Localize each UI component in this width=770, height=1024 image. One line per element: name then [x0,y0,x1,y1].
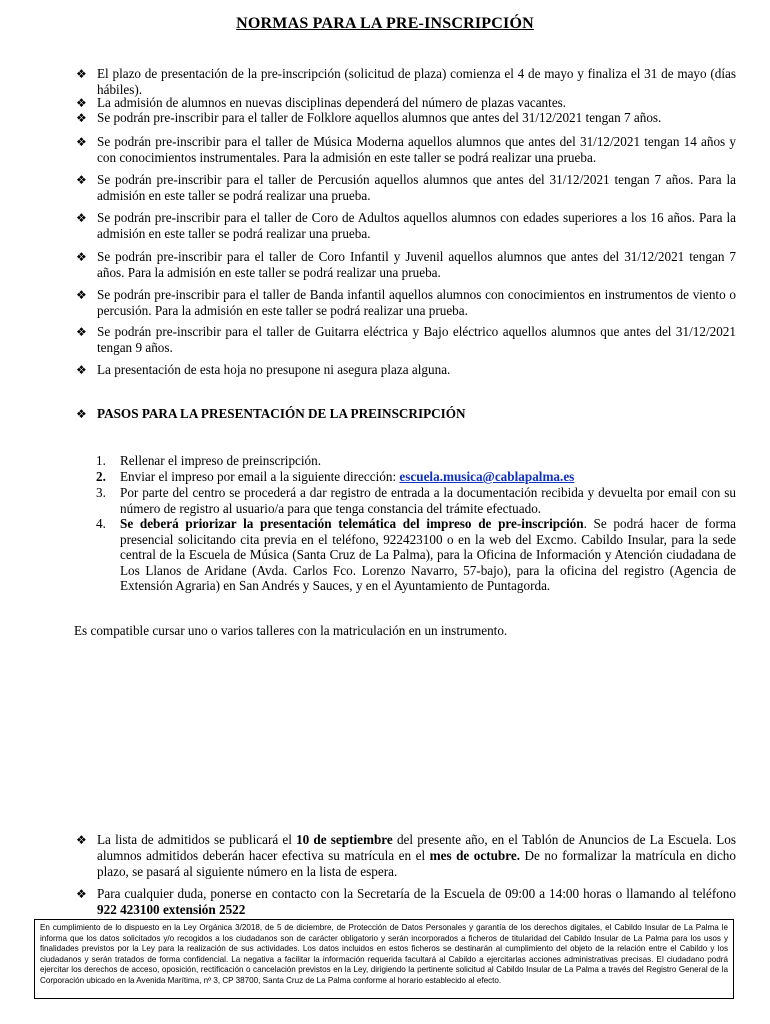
step-text [96,516,736,594]
data-protection-footer: En cumplimiento de lo dispuesto en la Ley Orgánica 3/2018, de 5 de diciembre, de Protección de Datos Personales y garantía de los derechos digitales, el Cabildo Insular de La Palma le informa que los datos solicitados y/o recogidos a los ciudadanos son de carácter obligatorio y serán incorporados a ficheros de titularidad del Cabildo Insular de La Palma para los usos y finalidades previstos por la Ley para la realización de sus actividades. Los datos incluidos en estos ficheros se destinarán al cumplimiento del objeto de la relación entre el Cabildo y los ciudadanos y serán tratados de forma confidencial. La negativa a facilitar la información requerida facultará al Cabildo a ejercitarlas acciones administrativas precisas. El ciudadano podrá ejercitar los derechos de acceso, oposición, rectificación o cancelación previstos en la Ley, dirigiendo la pertinente solicitud al Cabildo Insular de La Palma a través del Registro General de la Corporación ubicado en la Avenida Marítima, nº 3, CP 38700, Santa Cruz de La Palma conforme al horario establecido al efecto. [34,919,734,999]
rule-text: El plazo de presentación de la pre-inscripción (solicitud de plaza) comienza el 4 de mayo y finaliza el 31 de mayo (días hábiles). [97,66,736,97]
contact-phone: 922 423100 extensión 2522 [97,902,246,917]
contact-text-a: Para cualquier duda, ponerse en contacto con la Secretaría de la Escuela de 09:00 a 14:00 horas o llamando al teléfono [97,886,736,901]
rule-text: Se podrán pre-inscribir para el taller de Banda infantil aquellos alumnos con conocimientos en instrumentos de viento o percusión. Para la admisión en este taller se podrá realizar una prueba. [97,287,736,318]
diamond-bullet-icon: ❖ [76,833,87,847]
diamond-bullet-icon: ❖ [76,211,87,225]
steps-heading [76,406,466,422]
step-text-prefix: Enviar el impreso por email a la siguiente dirección: [120,469,400,484]
email-link[interactable]: escuela.musica@cablapalma.es [399,469,575,484]
diamond-bullet-icon: ❖ [76,363,87,377]
compatible-note: Es compatible cursar uno o varios talleres con la matriculación en un instrumento. [74,623,508,638]
rule-text: Se podrán pre-inscribir para el taller de Música Moderna aquellos alumnos que antes del 31/12/2021 tengan 14 años y con conocimientos instrumentales. Para la admisión en este taller se podrá realizar una prueba. [97,134,736,165]
step-number: 1. [96,453,106,468]
rule-item [76,172,736,204]
admitted-text-c: del presente año, en el Tablón de Anuncios de La Escuela. Los alumnos admitidos deberán hacer efectiva su matrícula en el [97,832,736,863]
contact-item [76,886,736,918]
rule-item [76,287,736,319]
rule-item [76,249,736,281]
diamond-bullet-icon: ❖ [76,67,87,81]
rule-item [76,362,736,378]
diamond-bullet-icon: ❖ [76,325,87,339]
rule-text: Se podrán pre-inscribir para el taller de Percusión aquellos alumnos que antes del 31/12/2021 tengan 7 años. Para la admisión en este taller se podrá realizar una prueba. [97,172,736,203]
rule-text: Se podrán pre-inscribir para el taller de Coro Infantil y Juvenil aquellos alumnos que antes del 31/12/2021 tengan 7 años. Para la admisión en este taller se podrá realizar una prueba. [97,249,736,280]
step-item [96,469,736,485]
diamond-bullet-icon: ❖ [76,111,87,125]
rule-item [76,324,736,356]
rule-text: Se podrán pre-inscribir para el taller de Folklore aquellos alumnos que antes del 31/12/2021 tengan 7 años. [97,110,662,125]
diamond-bullet-icon: ❖ [76,96,87,110]
step-item [96,516,736,594]
rule-item [76,110,736,126]
step-text [96,469,736,485]
rule-item [76,66,736,98]
rule-item [76,134,736,166]
step-text: Por parte del centro se procederá a dar registro de entrada a la documentación recibida y devuelta por email con su número de registro al usuario/a para que tenga constancia del trámite efectuado. [120,485,736,516]
diamond-bullet-icon: ❖ [76,135,87,149]
diamond-bullet-icon: ❖ [76,407,87,421]
diamond-bullet-icon: ❖ [76,288,87,302]
step-item [96,453,736,469]
contact-text [76,886,736,918]
diamond-bullet-icon: ❖ [76,887,87,901]
rule-text: Se podrán pre-inscribir para el taller de Guitarra eléctrica y Bajo eléctrico aquellos alumnos que antes del 31/12/2021 tengan 9 años. [97,324,736,355]
admitted-month: mes de octubre. [429,848,521,863]
steps-heading-text: PASOS PARA LA PRESENTACIÓN DE LA PREINSCRIPCIÓN [97,406,466,421]
rule-text: Se podrán pre-inscribir para el taller de Coro de Adultos aquellos alumnos con edades superiores a los 16 años. Para la admisión en este taller se podrá realizar una prueba. [97,210,736,241]
step-item [96,485,736,516]
diamond-bullet-icon: ❖ [76,173,87,187]
admitted-date: 10 de septiembre [296,832,393,847]
step-number: 4. [96,516,106,531]
step-text: Rellenar el impreso de preinscripción. [120,453,322,468]
rule-item [76,210,736,242]
rule-text: La presentación de esta hoja no presupone ni asegura plaza alguna. [97,362,451,377]
rule-text: La admisión de alumnos en nuevas disciplinas dependerá del número de plazas vacantes. [97,95,567,110]
admitted-text [76,832,736,880]
diamond-bullet-icon: ❖ [76,250,87,264]
step-text-rest: . Se podrá hacer de forma presencial solicitando cita previa en el teléfono, 922423100 o en la web del Excmo. Cabildo Insular, para la sede central de la Escuela de Música (Santa Cruz de La Palma), para la Oficina de Información y Atención ciudadana de Los Llanos de Aridane (Avda. Carlos Fco. Lorenzo Navarro, 57-bajo), para la oficina del registro (Agencia de Extensión Agraria) en San Andrés y Sauces, y en el Ayuntamiento de Puntagorda. [120,516,736,594]
admitted-text-e: De no formalizar la matrícula en dicho plazo, se pasará al siguiente número en la lista de espera. [97,848,736,879]
admitted-item [76,832,736,880]
document-title: NORMAS PARA LA PRE-INSCRIPCIÓN [236,15,534,32]
step-number: 3. [96,485,106,500]
step-number: 2. [96,469,106,484]
step-text-bold: Se deberá priorizar la presentación telemática del impreso de pre-inscripción [120,516,584,531]
admitted-text-a: La lista de admitidos se publicará el [97,832,297,847]
rule-item [76,95,736,111]
